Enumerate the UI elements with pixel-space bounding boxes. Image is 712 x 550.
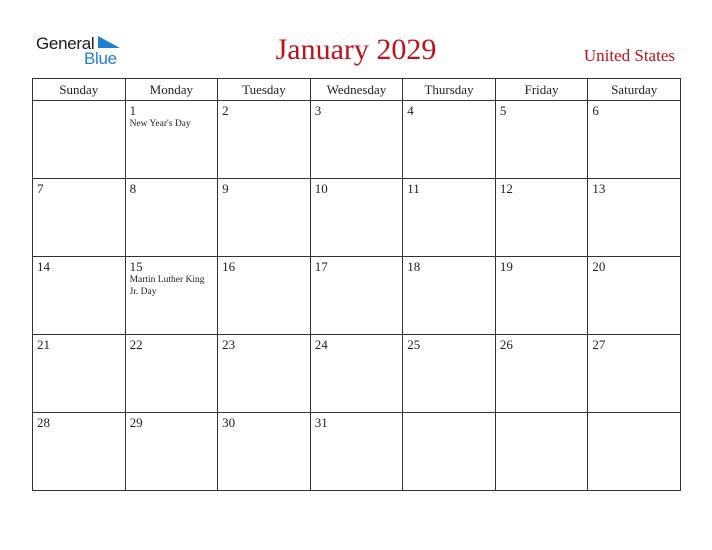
day-number: 1 (129, 103, 137, 118)
day-number: 3 (314, 103, 322, 118)
day-cell (218, 179, 311, 257)
day-cell (125, 335, 218, 413)
day-number: 29 (129, 415, 143, 430)
day-number: 20 (592, 259, 606, 274)
weekday-header-row (33, 79, 681, 101)
logo-text-blue: Blue (84, 49, 117, 68)
day-cell (403, 101, 496, 179)
day-cell (125, 179, 218, 257)
day-number: 7 (37, 181, 44, 196)
day-number: 15 (129, 259, 143, 274)
country-label: United States (583, 46, 675, 65)
day-cell (403, 335, 496, 413)
weekday-header: Tuesday (218, 79, 311, 101)
day-cell (403, 257, 496, 335)
day-number: 17 (314, 259, 328, 274)
day-cell (588, 413, 681, 491)
day-number: 19 (499, 259, 513, 274)
weekday-header: Saturday (588, 79, 681, 101)
day-cell (403, 413, 496, 491)
weekday-header: Monday (125, 79, 218, 101)
weekday-header: Sunday (33, 79, 126, 101)
day-number: 5 (499, 103, 507, 118)
day-cell (33, 413, 126, 491)
day-number: 11 (407, 181, 420, 196)
day-cell (310, 257, 403, 335)
day-cell (125, 413, 218, 491)
day-cell (125, 257, 218, 335)
day-number: 2 (222, 103, 229, 118)
day-number: 21 (37, 337, 50, 352)
day-cell (310, 101, 403, 179)
day-number: 9 (222, 181, 229, 196)
day-cell (125, 101, 218, 179)
day-cell (33, 179, 126, 257)
holiday-label: Martin Luther King Jr. Day (129, 275, 205, 297)
day-cell (310, 413, 403, 491)
day-cell (588, 101, 681, 179)
day-number: 28 (37, 415, 50, 430)
day-cell (588, 179, 681, 257)
day-cell (495, 101, 588, 179)
day-cell (495, 413, 588, 491)
weekday-header: Wednesday (310, 79, 403, 101)
day-cell (310, 179, 403, 257)
day-cell (588, 257, 681, 335)
week-row (33, 101, 681, 179)
day-number: 27 (592, 337, 606, 352)
day-number: 24 (314, 337, 328, 352)
logo-text-general: General (36, 34, 95, 53)
calendar-grid (32, 78, 681, 491)
day-number: 4 (407, 103, 414, 118)
day-cell (495, 335, 588, 413)
day-number: 8 (129, 181, 137, 196)
day-number: 10 (314, 181, 328, 196)
day-number: 16 (222, 259, 236, 274)
week-row (33, 413, 681, 491)
day-number: 25 (407, 337, 421, 352)
day-number: 30 (222, 415, 236, 430)
holiday-label: New Year's Day (129, 119, 191, 129)
week-row (33, 179, 681, 257)
day-cell (218, 335, 311, 413)
week-row (33, 257, 681, 335)
calendar-title: January 2029 (275, 33, 437, 66)
day-number: 12 (499, 181, 513, 196)
day-number: 6 (592, 103, 599, 118)
day-number: 13 (592, 181, 606, 196)
day-cell (495, 179, 588, 257)
day-number: 26 (499, 337, 513, 352)
day-cell (33, 101, 126, 179)
day-number: 23 (222, 337, 236, 352)
day-cell (403, 179, 496, 257)
weekday-header: Friday (495, 79, 588, 101)
day-cell (310, 335, 403, 413)
day-cell (588, 335, 681, 413)
day-cell (495, 257, 588, 335)
day-cell (33, 335, 126, 413)
day-cell (218, 257, 311, 335)
day-cell (33, 257, 126, 335)
day-number: 31 (314, 415, 328, 430)
day-number: 18 (407, 259, 421, 274)
day-number: 22 (129, 337, 143, 352)
day-cell (218, 101, 311, 179)
weekday-header: Thursday (403, 79, 496, 101)
day-number: 14 (37, 259, 50, 274)
day-cell (218, 413, 311, 491)
week-row (33, 335, 681, 413)
